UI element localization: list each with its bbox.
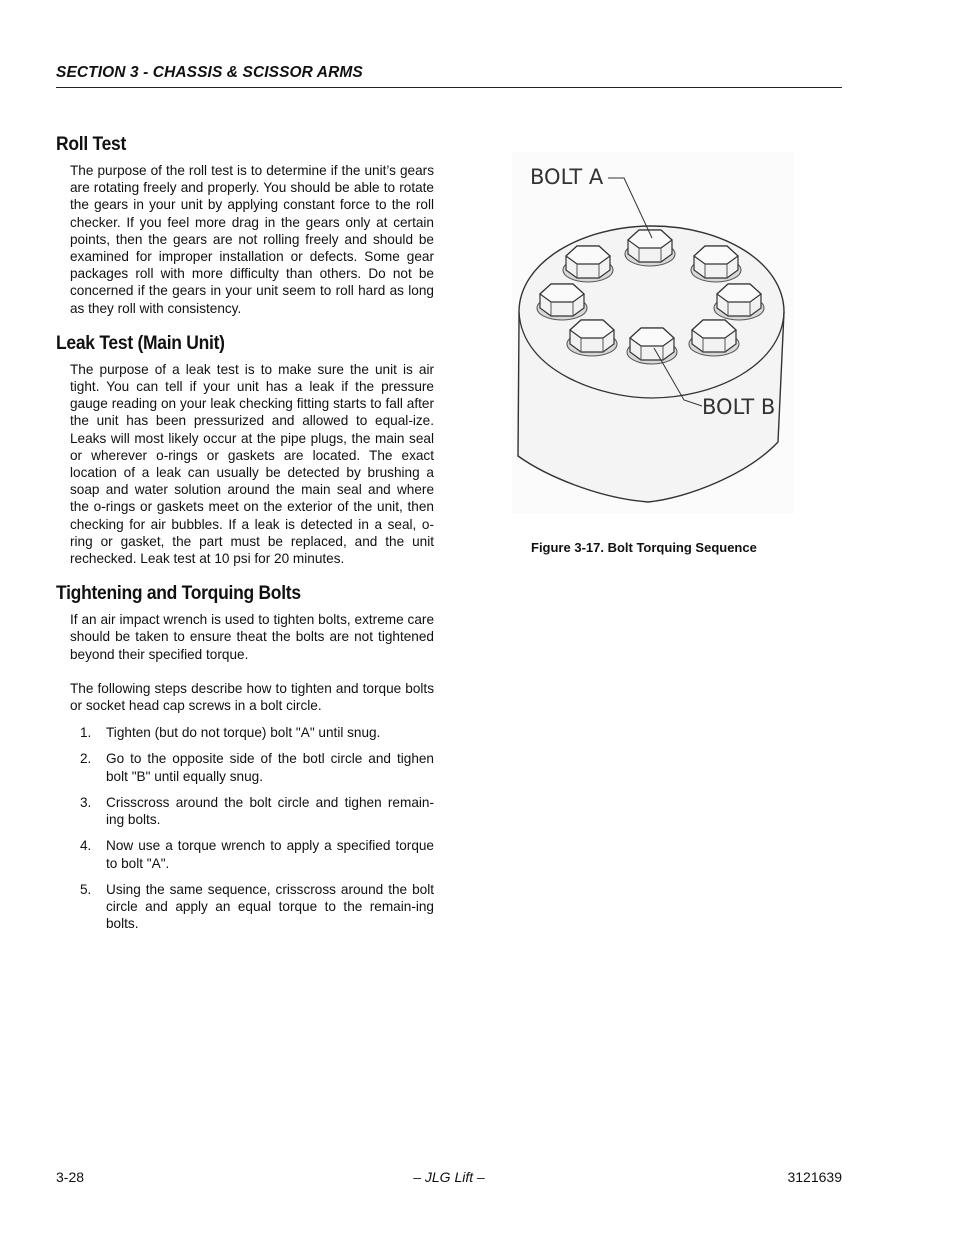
roll-test-section (56, 134, 434, 317)
roll-test-body: The purpose of the roll test is to determine if the unit’s gears are rotating freely and properly. You should be able to rotate the gears in your unit by applying constant force to the roll checker. If you feel more drag in the gears only at certain points, then the gears are not rolling freely and should be examined for improper installation or defects. Some gear packages roll with more difficulty than others. Do not be concerned if the gears in your unit seem to roll hard as long as they roll with consistency. (70, 163, 434, 316)
list-item (70, 794, 434, 828)
torque-section (56, 583, 434, 932)
step-number: 2. (80, 751, 92, 767)
step-text: Go to the opposite side of the botl circle and tighen bolt "B" until equally snug. (106, 751, 434, 784)
section-header: SECTION 3 - CHASSIS & SCISSOR ARMS (56, 64, 842, 88)
bolt-torquing-figure (512, 152, 794, 514)
step-number: 3. (80, 794, 92, 810)
list-item (70, 724, 434, 741)
footer-brand: – JLG Lift – (413, 1169, 485, 1185)
bolt-circle-illustration (512, 152, 794, 514)
step-text: Now use a torque wrench to apply a specified torque to bolt "A". (106, 838, 434, 871)
step-number: 1. (80, 725, 92, 741)
torque-intro-1: If an air impact wrench is used to tighten bolts, extreme care should be taken to ensure theat the bolts are not tightened beyond their specified torque. (70, 612, 434, 662)
page-number: 3-28 (56, 1169, 85, 1185)
torque-intro-2: The following steps describe how to tighten and torque bolts or socket head cap screws in a bolt circle. (70, 680, 434, 714)
step-text: Using the same sequence, crisscross around the bolt circle and apply an equal torque to the remain-ing bolts. (106, 881, 434, 932)
leak-test-section (56, 333, 434, 567)
list-item (70, 750, 434, 784)
step-text: Tighten (but do not torque) bolt "A" until snug. (106, 725, 381, 741)
figure-caption: Figure 3-17. Bolt Torquing Sequence (531, 540, 757, 555)
step-number: 5. (80, 881, 92, 897)
list-item (70, 881, 434, 933)
step-text: Crisscross around the bolt circle and tighen remain-ing bolts. (106, 794, 434, 828)
leak-test-body: The purpose of a leak test is to make sure the unit is air tight. You can tell if your unit has a leak if the pressure gauge reading on your leak checking fitting starts to fall after the unit has been pressurized and allowed to equal-ize. Leaks will most likely occur at the pipe plugs, the main seal or wherever o-rings or gaskets are located. The exact location of a leak can usually be detected by brushing a soap and water solution around the main seal and where the o-rings or gaskets meet on the exterior of the unit, then checking for air bubbles. If a leak is detected in a seal, o-ring or gasket, the part must be replaced, and the unit rechecked. Leak test at 10 psi for 20 minutes. (70, 361, 434, 567)
torque-steps-list (70, 724, 434, 932)
bolt-b-label: BOLT B (702, 395, 776, 419)
bolt-a-label: BOLT A (530, 165, 604, 189)
list-item (70, 837, 434, 871)
main-text-column (56, 134, 434, 948)
document-number: 3121639 (787, 1169, 842, 1185)
torque-heading: Tightening and Torquing Bolts (56, 583, 301, 605)
roll-test-heading: Roll Test (56, 134, 127, 155)
leak-test-heading: Leak Test (Main Unit) (56, 332, 225, 354)
step-number: 4. (80, 838, 92, 854)
